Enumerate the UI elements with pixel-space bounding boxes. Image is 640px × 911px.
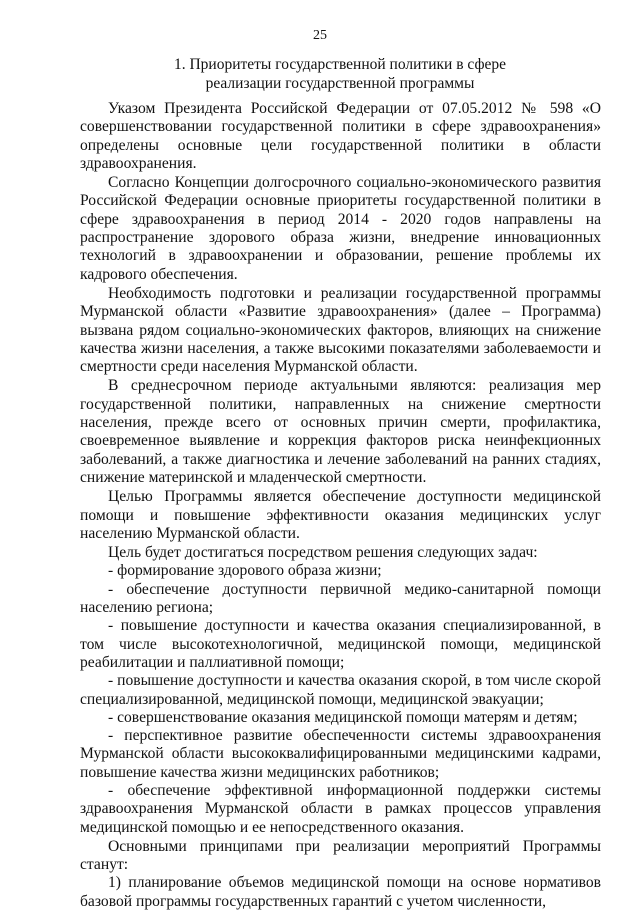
task-item: - обеспечение эффективной информационной поддержки системы здравоохранения Мурманской области в рамках процессов управления медицинской помощью и ее непосредственного оказания.: [80, 781, 601, 836]
paragraph-medium-term: В среднесрочном периоде актуальными являются: реализация мер государственной политики, направленных на снижение смертности населения, прежде всего от основных причин смерти, профилактика, своевременное выявление и коррекция факторов риска неинфекционных заболеваний, а также диагностика и лечение заболеваний на ранних стадиях, снижение материнской и младенческой смертности.: [80, 377, 601, 486]
task-item: - перспективное развитие обеспеченности системы здравоохранения Мурманской области высококвалифицированными медицинскими кадрами, повышение качества жизни медицинских работников;: [80, 727, 601, 781]
task-item: - обеспечение доступности первичной медико-санитарной помощи населению региона;: [80, 580, 601, 617]
paragraph-necessity: Необходимость подготовки и реализации государственной программы Мурманской области «Развитие здравоохранения» (далее – Программа) вызвана рядом социально-экономических факторов, влияющих на снижение качества жизни населения, а также высокими показателями заболеваемости и смертности среди населения Мурманской области.: [80, 284, 601, 376]
paragraph-concept: Согласно Концепции долгосрочного социально-экономического развития Российской Федерации основные приоритеты государственной политики в сфере здравоохранения в период 2014 - 2020 годов направлены на распространение здорового образа жизни, внедрение инновационных технологий в здравоохранении и образовании, решение проблемы их кадрового обеспечения.: [80, 174, 601, 283]
page-number: 25: [313, 28, 327, 43]
document-body: [80, 100, 601, 911]
paragraph-tasks-intro: Цель будет достигаться посредством решения следующих задач:: [108, 544, 538, 562]
section-heading-line-1: 1. Приоритеты государственной политики в сфере: [173, 56, 507, 73]
paragraph-program-goal: Целью Программы является обеспечение доступности медицинской помощи и повышение эффективности оказания медицинских услуг населению Мурманской области.: [80, 488, 601, 542]
section-heading: [100, 55, 580, 93]
paragraph-decree: Указом Президента Российской Федерации от 07.05.2012 № 598 «О совершенствовании государственной политики в сфере здравоохранения» определены основные цели государственной политики в области здравоохранения.: [80, 100, 601, 172]
task-item: - совершенствование оказания медицинской помощи матерям и детям;: [108, 708, 578, 726]
task-item: - повышение доступности и качества оказания скорой, в том числе скорой специализированной, медицинской помощи, медицинской эвакуации;: [80, 672, 601, 708]
task-item: - повышение доступности и качества оказания специализированной, в том числе высокотехнологичной, медицинской помощи, медицинской реабилитации и паллиативной помощи;: [80, 617, 601, 671]
section-heading-line-2: реализации государственной программы: [205, 75, 475, 92]
task-item: - формирование здорового образа жизни;: [108, 562, 382, 580]
paragraph-principles-intro: Основными принципами при реализации мероприятий Программы станут:: [80, 837, 601, 874]
principle-item: 1) планирование объемов медицинской помощи на основе нормативов базовой программы государственных гарантий с учетом численности,: [80, 874, 601, 910]
